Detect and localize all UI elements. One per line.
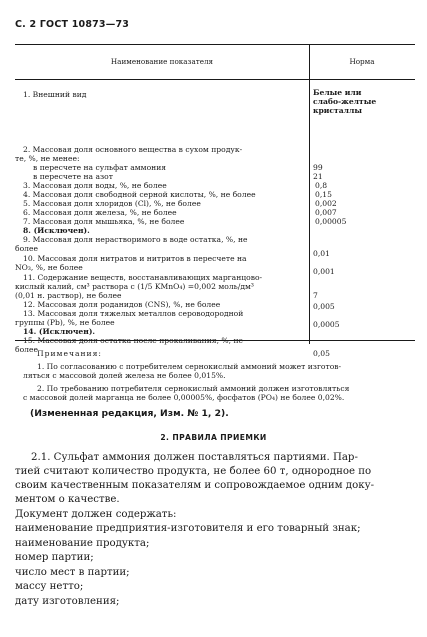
table-row-text: 11. Содержание веществ, восстанавливающих марганцово- xyxy=(23,273,263,282)
table-row-text: 3. Массовая доля воды, %, не более xyxy=(23,181,167,190)
norm-value: 0,002 xyxy=(315,199,337,208)
norm-value: 0,0005 xyxy=(313,320,340,329)
body-line: тией считают количество продукта, не более 60 т, однородное по xyxy=(15,466,372,477)
table-row-text: те, %, не менее: xyxy=(15,154,80,163)
note-line: ляться с массовой долей железа не более 0,015%. xyxy=(23,371,226,380)
norm-value: 0,001 xyxy=(313,267,335,276)
table-row-text: 8. (Исключен). xyxy=(23,226,90,235)
table-row-text: 7. Массовая доля мышьяка, %, не более xyxy=(23,217,185,226)
body-line: наименование предприятия-изготовителя и его товарный знак; xyxy=(15,523,361,534)
table-row-text: 12. Массовая доля роданидов (CNS), %, не более xyxy=(23,300,221,309)
table-row-text: кислый калий, см³ раствора с (1/5 KMnO₄) =0,002 моль/дм³ xyxy=(15,282,254,291)
column-header-indicator: Наименование показателя xyxy=(110,57,214,66)
body-line: своим качественным показателям и сопровождаемое одним доку- xyxy=(15,480,375,491)
table-row-text: (0,01 н. раствор), не более xyxy=(15,291,122,300)
norm-value: 7 xyxy=(313,291,318,300)
notes-block xyxy=(15,349,415,409)
table-row-text: 15. Массовая доля остатка после прокаливания, %, не xyxy=(23,336,244,345)
table-row-text: 5. Массовая доля хлоридов (Cl), %, не более xyxy=(23,199,201,208)
body-line: массу нетто; xyxy=(15,581,84,592)
table-column-divider xyxy=(309,44,310,344)
norm-appearance: кристаллы xyxy=(313,106,362,115)
body-line: число мест в партии; xyxy=(15,567,130,578)
norm-value: 0,15 xyxy=(315,190,332,199)
norm-appearance: Белые или xyxy=(313,88,362,97)
body-line: наименование продукта; xyxy=(15,538,150,549)
table-row-text: 13. Массовая доля тяжелых металлов сероводородной xyxy=(23,309,244,318)
table-row-text: более xyxy=(15,244,38,253)
norm-value: 0,007 xyxy=(315,208,337,217)
column-header-norm: Норма xyxy=(349,57,375,66)
amendment-note: (Измененная редакция, Изм. № 1, 2). xyxy=(30,408,229,419)
norm-appearance: слабо-желтые xyxy=(313,97,377,106)
table-header-rule xyxy=(15,79,415,80)
table-row-text: 6. Массовая доля железа, %, не более xyxy=(23,208,177,217)
norm-value: 0,01 xyxy=(313,249,330,258)
page-header: С. 2 ГОСТ 10873—73 xyxy=(15,19,130,30)
body-line: Документ должен содержать: xyxy=(15,509,177,520)
table-top-rule xyxy=(15,44,415,45)
note-line: с массовой долей марганца не более 0,00005%, фосфатов (PO₄) не более 0,02%. xyxy=(23,393,345,402)
table-row-text: 9. Массовая доля нерастворимого в воде остатка, %, не xyxy=(23,235,248,244)
notes-title: Примечания: xyxy=(37,349,102,358)
table-row-text: группы (Pb), %, не более xyxy=(15,318,115,327)
norm-value: 0,005 xyxy=(313,302,335,311)
table-bottom-rule xyxy=(15,340,415,341)
body-line: 2.1. Сульфат аммония должен поставляться партиями. Пар- xyxy=(31,452,358,463)
table-row-text: в пересчете на азот xyxy=(33,172,113,181)
table-row-text: 2. Массовая доля основного вещества в сухом продук- xyxy=(23,145,243,154)
section-title: 2. ПРАВИЛА ПРИЕМКИ xyxy=(160,433,267,442)
note-line: 2. По требованию потребителя сернокислый аммоний должен изготовляться xyxy=(37,384,350,393)
norm-value: 99 xyxy=(313,163,323,172)
norm-value: 0,05 xyxy=(313,349,330,358)
table-row-text: NO₃, %, не более xyxy=(15,263,83,272)
table-row-text: 10. Массовая доля нитратов и нитритов в пересчете на xyxy=(23,254,247,263)
norm-value: 0,00005 xyxy=(315,217,347,226)
table-row-text: 14. (Исключен). xyxy=(23,327,96,336)
norm-value: 0,8 xyxy=(315,181,328,190)
table-row-text: 4. Массовая доля свободной серной кислоты, %, не более xyxy=(23,190,256,199)
body-line: дату изготовления; xyxy=(15,596,120,607)
table-row-text: в пересчете на сульфат аммония xyxy=(33,163,167,172)
body-line: номер партии; xyxy=(15,552,94,563)
norm-value: 21 xyxy=(313,172,323,181)
note-line: 1. По согласованию с потребителем сернокислый аммоний может изготов- xyxy=(37,362,342,371)
table-row-text: более xyxy=(15,345,38,354)
table-row-text: 1. Внешний вид xyxy=(23,90,87,99)
body-line: ментом о качестве. xyxy=(15,494,120,505)
section-body xyxy=(15,451,415,631)
